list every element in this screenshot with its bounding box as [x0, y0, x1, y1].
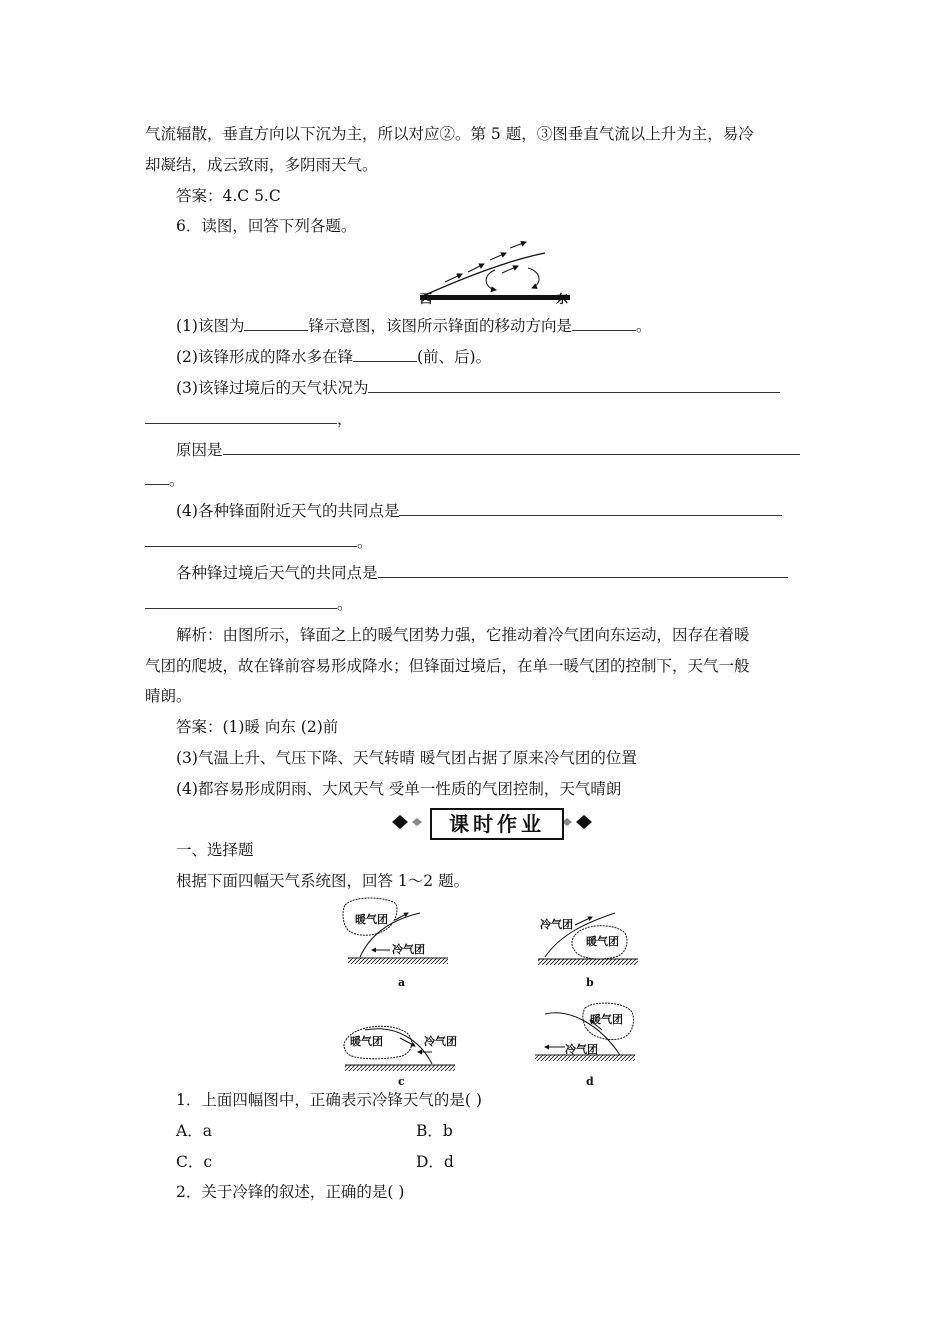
answer-blank[interactable] — [223, 440, 800, 455]
cold-mass-label: 冷气团 — [565, 1043, 598, 1056]
q6-part4-text: (4)各种锋面附近天气的共同点是 — [176, 502, 400, 520]
q6-part1-text: (1)该图为 — [176, 317, 245, 335]
question-1-stem: 1．上面四幅图中，正确表示冷锋天气的是( ) — [176, 1091, 482, 1109]
q6-part4b-text: 各种锋过境后天气的共同点是 — [176, 564, 378, 582]
answer-blank[interactable] — [399, 501, 782, 516]
q6-part4-cont — [145, 532, 373, 552]
warm-mass-label: 暖气团 — [350, 1035, 383, 1048]
q6-part1 — [176, 316, 652, 336]
cold-mass-label: 冷气团 — [540, 918, 573, 931]
answer-blank[interactable] — [145, 409, 337, 424]
answer-blank[interactable] — [145, 532, 357, 547]
q6-part3-text: (3)该锋过境后的天气状况为 — [176, 379, 369, 397]
warm-mass-label: 暖气团 — [586, 935, 619, 948]
q6-part4b — [176, 563, 788, 583]
punct: 。 — [337, 595, 353, 613]
option-c[interactable]: C．c — [176, 1153, 213, 1171]
answer-blank[interactable] — [145, 594, 337, 609]
figure-label: a — [398, 976, 406, 989]
q6-part4b-cont — [145, 594, 353, 614]
text-line: 气流辐散，垂直方向以下沉为主，所以对应②。第 5 题，③图垂直气流以上升为主，易冷 — [145, 125, 754, 143]
figure-label: c — [398, 1075, 405, 1088]
option-b[interactable]: B．b — [416, 1122, 453, 1140]
answer-6-line3: (3)气温上升、气压下降、天气转晴 暖气团占据了原来冷气团的位置 — [176, 749, 637, 767]
question-6-title: 6．读图，回答下列各题。 — [176, 217, 357, 235]
question-2-stem: 2．关于冷锋的叙述，正确的是( ) — [176, 1183, 405, 1201]
option-a[interactable]: A．a — [176, 1122, 212, 1140]
q6-part1-text2: 锋示意图，该图所示锋面的移动方向是 — [308, 317, 572, 335]
text-line: 却凝结，成云致雨，多阴雨天气。 — [145, 156, 378, 174]
warm-mass-label: 暖气团 — [590, 1013, 623, 1026]
figure-label: b — [586, 976, 594, 989]
q6-part2-text2: (前、后)。 — [416, 348, 492, 366]
answer-blank[interactable] — [244, 316, 308, 331]
homework-banner — [390, 808, 600, 838]
warm-mass-label: 暖气团 — [355, 913, 388, 926]
analysis-line: 解析：由图所示，锋面之上的暖气团势力强，它推动着冷气团向东运动，因存在着暖 — [176, 626, 750, 644]
punct: ， — [337, 410, 353, 428]
cold-mass-label: 冷气团 — [392, 943, 425, 956]
punct: 。 — [169, 471, 185, 489]
punct: 。 — [357, 533, 373, 551]
answer-blank[interactable] — [368, 378, 780, 393]
reason-text: 原因是 — [176, 441, 223, 459]
option-d[interactable]: D．d — [416, 1153, 454, 1171]
analysis-line: 气团的爬坡，故在锋前容易形成降水；但锋面过境后，在单一暖气团的控制下，天气一般 — [145, 657, 750, 675]
q6-part3-cont — [145, 409, 353, 429]
question-intro: 根据下面四幅天气系统图，回答 1～2 题。 — [176, 872, 470, 890]
q6-part3 — [176, 378, 780, 398]
front-diagram — [410, 240, 580, 305]
answer-blank[interactable] — [378, 563, 788, 578]
analysis-line: 晴朗。 — [145, 687, 192, 705]
east-label: 东 — [556, 292, 569, 306]
answer-6-line4: (4)都容易形成阴雨、大风天气 受单一性质的气团控制，天气晴朗 — [176, 780, 622, 798]
q6-part2-text: (2)该锋形成的降水多在锋 — [176, 348, 353, 366]
homework-title: 课时作业 — [430, 808, 564, 840]
section-title: 一、选择题 — [176, 841, 254, 859]
cold-mass-label: 冷气团 — [424, 1035, 457, 1048]
answer-blank[interactable] — [145, 470, 169, 485]
figure-label: d — [586, 1075, 594, 1088]
punct: 。 — [635, 317, 652, 335]
q6-part2 — [176, 347, 491, 367]
west-label: 西 — [420, 292, 433, 306]
answer-6-line1: 答案：(1)暖 向东 (2)前 — [176, 718, 339, 736]
answer-blank[interactable] — [353, 347, 417, 362]
answer-4-5: 答案：4.C 5.C — [176, 187, 281, 205]
answer-blank[interactable] — [572, 316, 636, 331]
q6-part4 — [176, 501, 782, 521]
q6-reason-cont — [145, 470, 185, 490]
q6-reason — [176, 440, 800, 460]
